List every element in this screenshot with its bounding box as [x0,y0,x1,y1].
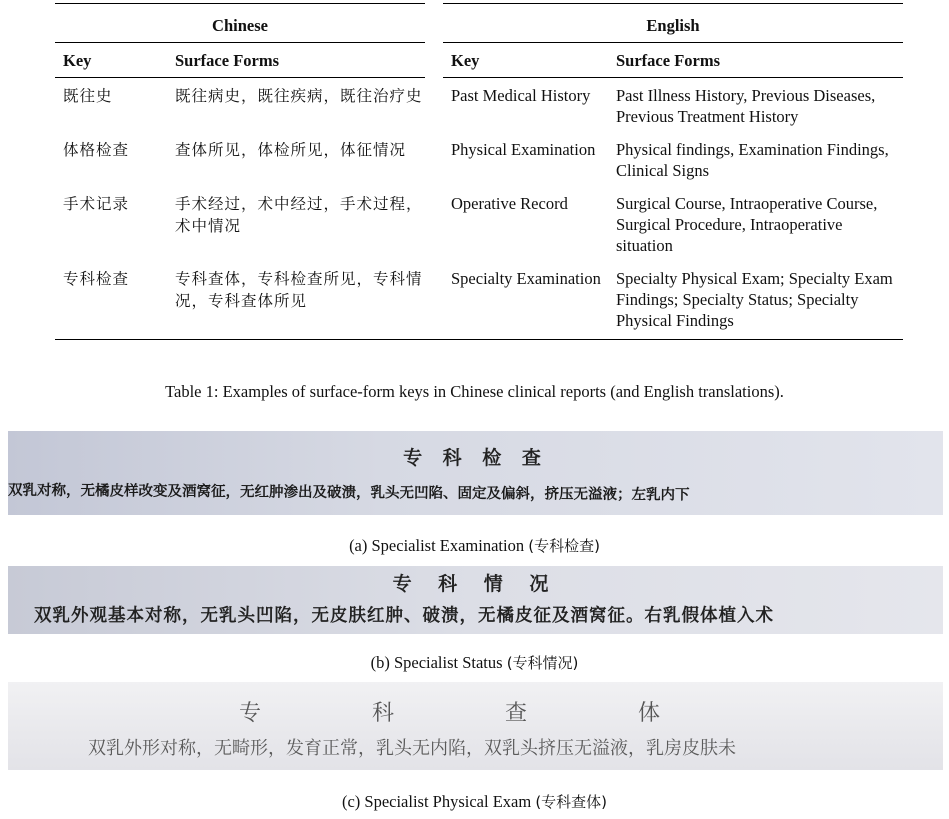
figure-a-caption-zh: (专科检查) [528,537,600,555]
table-row [55,78,903,133]
cell-key-en: Past Medical History [451,86,591,105]
cell-key-zh: 手术记录 [63,195,130,213]
figure-b-body: 双乳外观基本对称，无乳头凹陷，无皮肤红肿、破溃，无橘皮征及酒窝征。右乳假体植入术 [34,606,774,626]
column-header-surface-en: Surface Forms [608,43,903,78]
cell-surface-zh: 查体所见，体检所见，体征情况 [175,141,407,159]
group-header-chinese: Chinese [55,4,425,43]
cell-key-zh: 体格检查 [63,141,130,159]
figure-a-title: 专 科 检 查 [403,447,548,469]
cell-surface-zh: 既往病史，既往疾病，既往治疗史 [175,87,423,105]
cell-surface-zh: 手术经过，术中经过，手术过程，术中情况 [175,195,423,235]
cell-key-zh: 专科检查 [55,261,167,340]
cell-key-zh: 既往史 [63,87,113,105]
figure-a-body: 双乳对称，无橘皮样改变及酒窝征，无红肿渗出及破溃，乳头无凹陷、固定及偏斜，挤压无溢液；左乳内下 [8,481,690,504]
figure-c-caption [0,792,949,812]
column-header-key-en: Key [443,43,608,78]
group-header-english: English [443,4,903,43]
cell-key-en: Physical Examination [451,140,596,159]
table-row [55,261,903,340]
figure-b-caption [0,653,949,673]
figure-b-caption-zh: (专科情况) [506,654,579,672]
column-header-surface-zh: Surface Forms [167,43,425,78]
table-row [55,186,903,261]
figure-c-title: 专 科 查 体 [239,701,712,726]
cell-surface-zh: 专科查体，专科检查所见，专科情况，专科查体所见 [167,261,425,340]
cell-key-en: Operative Record [451,194,568,213]
figure-b-caption-en: (b) Specialist Status [370,653,503,672]
figure-c-caption-zh: (专科查体) [535,793,608,811]
figure-b-title: 专 科 情 况 [392,573,559,595]
figure-a-caption [0,536,949,556]
cell-key-en: Specialty Examination [443,261,608,340]
cell-surface-en: Past Illness History, Previous Diseases, Previous Treatment History [616,86,876,126]
figure-a-photo [8,431,943,515]
surface-form-table [55,3,903,340]
column-header-key-zh: Key [55,43,167,78]
table-row [55,132,903,186]
figure-c-body: 双乳外形对称，无畸形，发育正常，乳头无内陷，双乳头挤压无溢液，乳房皮肤未 [88,738,736,759]
figure-c-caption-en: (c) Specialist Physical Exam [341,792,532,811]
table-caption: Table 1: Examples of surface-form keys in Chinese clinical reports (and English translations). [165,382,784,401]
cell-surface-en: Surgical Course, Intraoperative Course, Surgical Procedure, Intraoperative situation [616,194,878,255]
figure-a-caption-en: (a) Specialist Examination [349,536,525,555]
figure-c-photo [8,682,943,770]
cell-surface-en: Specialty Physical Exam; Specialty Exam Findings; Specialty Status; Specialty Physical Findings [608,261,903,340]
cell-surface-en: Physical findings, Examination Findings, Clinical Signs [616,140,889,180]
figure-b-photo [8,566,943,634]
